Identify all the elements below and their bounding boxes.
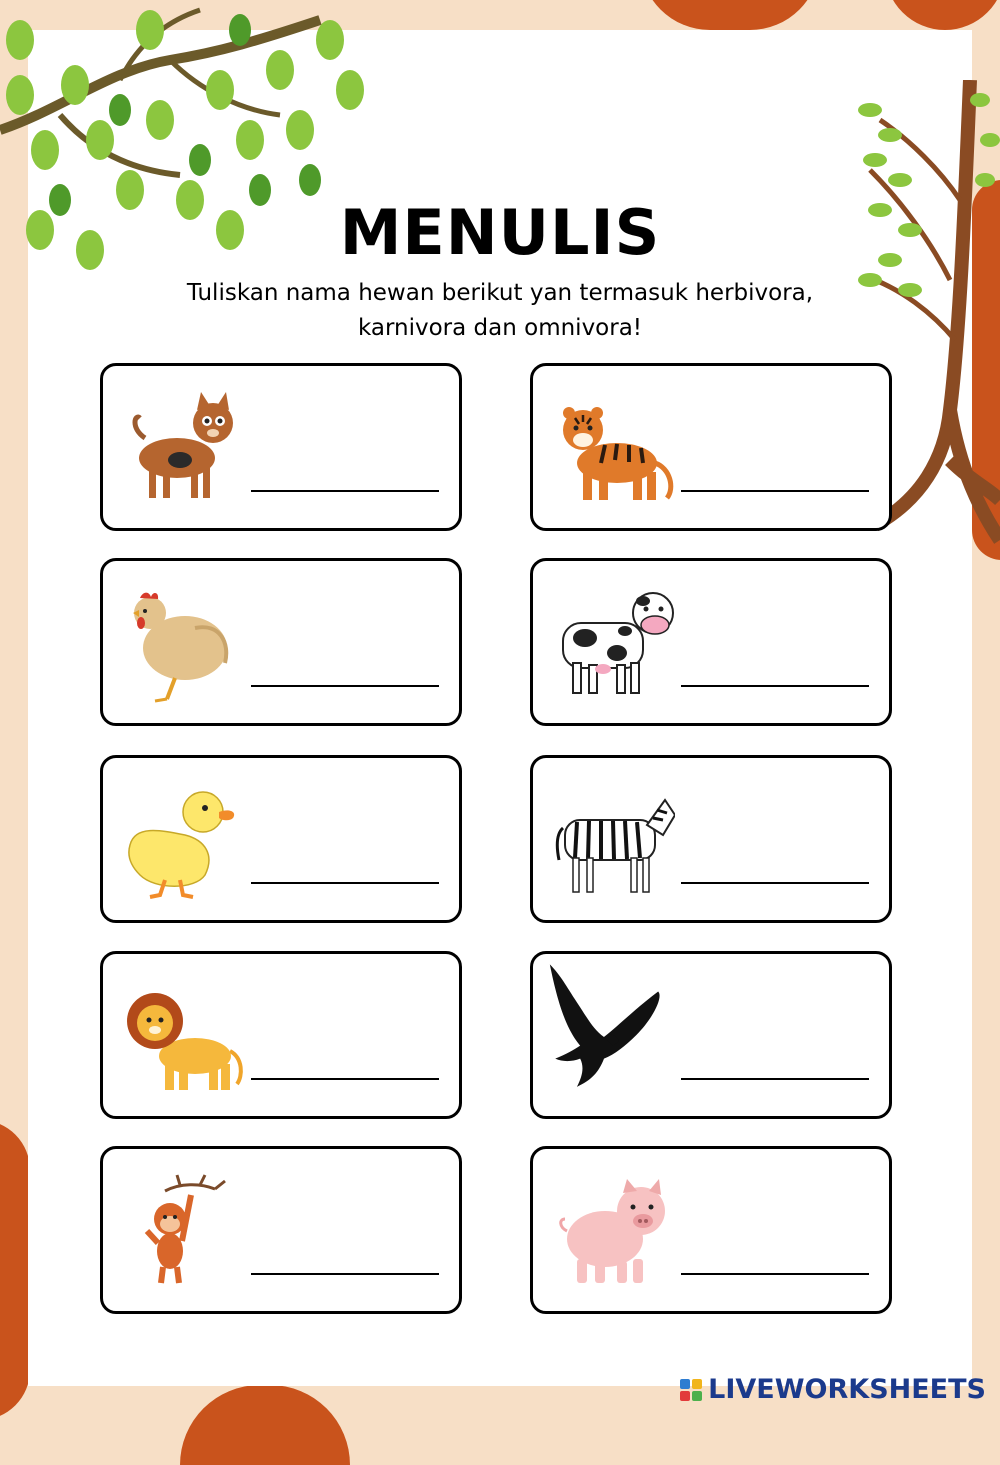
answer-line[interactable] bbox=[251, 882, 439, 884]
animal-card bbox=[530, 1146, 892, 1314]
pig-icon bbox=[555, 1171, 675, 1291]
animal-card bbox=[100, 558, 462, 726]
answer-line[interactable] bbox=[251, 1078, 439, 1080]
answer-line[interactable] bbox=[251, 1273, 439, 1275]
brand-logo[interactable] bbox=[680, 1374, 986, 1405]
answer-line[interactable] bbox=[251, 490, 439, 492]
answer-line[interactable] bbox=[681, 1078, 869, 1080]
animal-card bbox=[100, 363, 462, 531]
brand-mark-icon bbox=[680, 1379, 702, 1401]
answer-line[interactable] bbox=[681, 1273, 869, 1275]
animal-card bbox=[100, 755, 462, 923]
cat-icon bbox=[125, 388, 245, 508]
answer-line[interactable] bbox=[681, 685, 869, 687]
lion-icon bbox=[125, 976, 245, 1096]
animal-card bbox=[530, 755, 892, 923]
animal-card bbox=[530, 363, 892, 531]
brand-name: LIVEWORKSHEETS bbox=[708, 1374, 986, 1405]
animal-card bbox=[530, 951, 892, 1119]
decor-blob bbox=[640, 0, 820, 30]
animal-card bbox=[530, 558, 892, 726]
answer-line[interactable] bbox=[681, 882, 869, 884]
answer-line[interactable] bbox=[251, 685, 439, 687]
zebra-icon bbox=[555, 780, 675, 900]
tiger-icon bbox=[555, 388, 675, 508]
cow-icon bbox=[555, 583, 675, 703]
page-title: MENULIS bbox=[339, 196, 661, 269]
animal-card bbox=[100, 951, 462, 1119]
instruction-text: karnivora dan omnivora! bbox=[357, 315, 643, 341]
animal-card bbox=[100, 1146, 462, 1314]
eagle-icon bbox=[539, 954, 669, 1094]
answer-line[interactable] bbox=[681, 490, 869, 492]
decor-blob bbox=[180, 1385, 350, 1465]
duck-icon bbox=[125, 780, 245, 900]
decor-blob bbox=[0, 1120, 30, 1420]
decor-blob bbox=[885, 0, 1000, 30]
chicken-icon bbox=[125, 583, 245, 703]
instruction-text: Tuliskan nama hewan berikut yan termasuk herbivora, bbox=[186, 280, 814, 306]
monkey-icon bbox=[125, 1171, 245, 1291]
